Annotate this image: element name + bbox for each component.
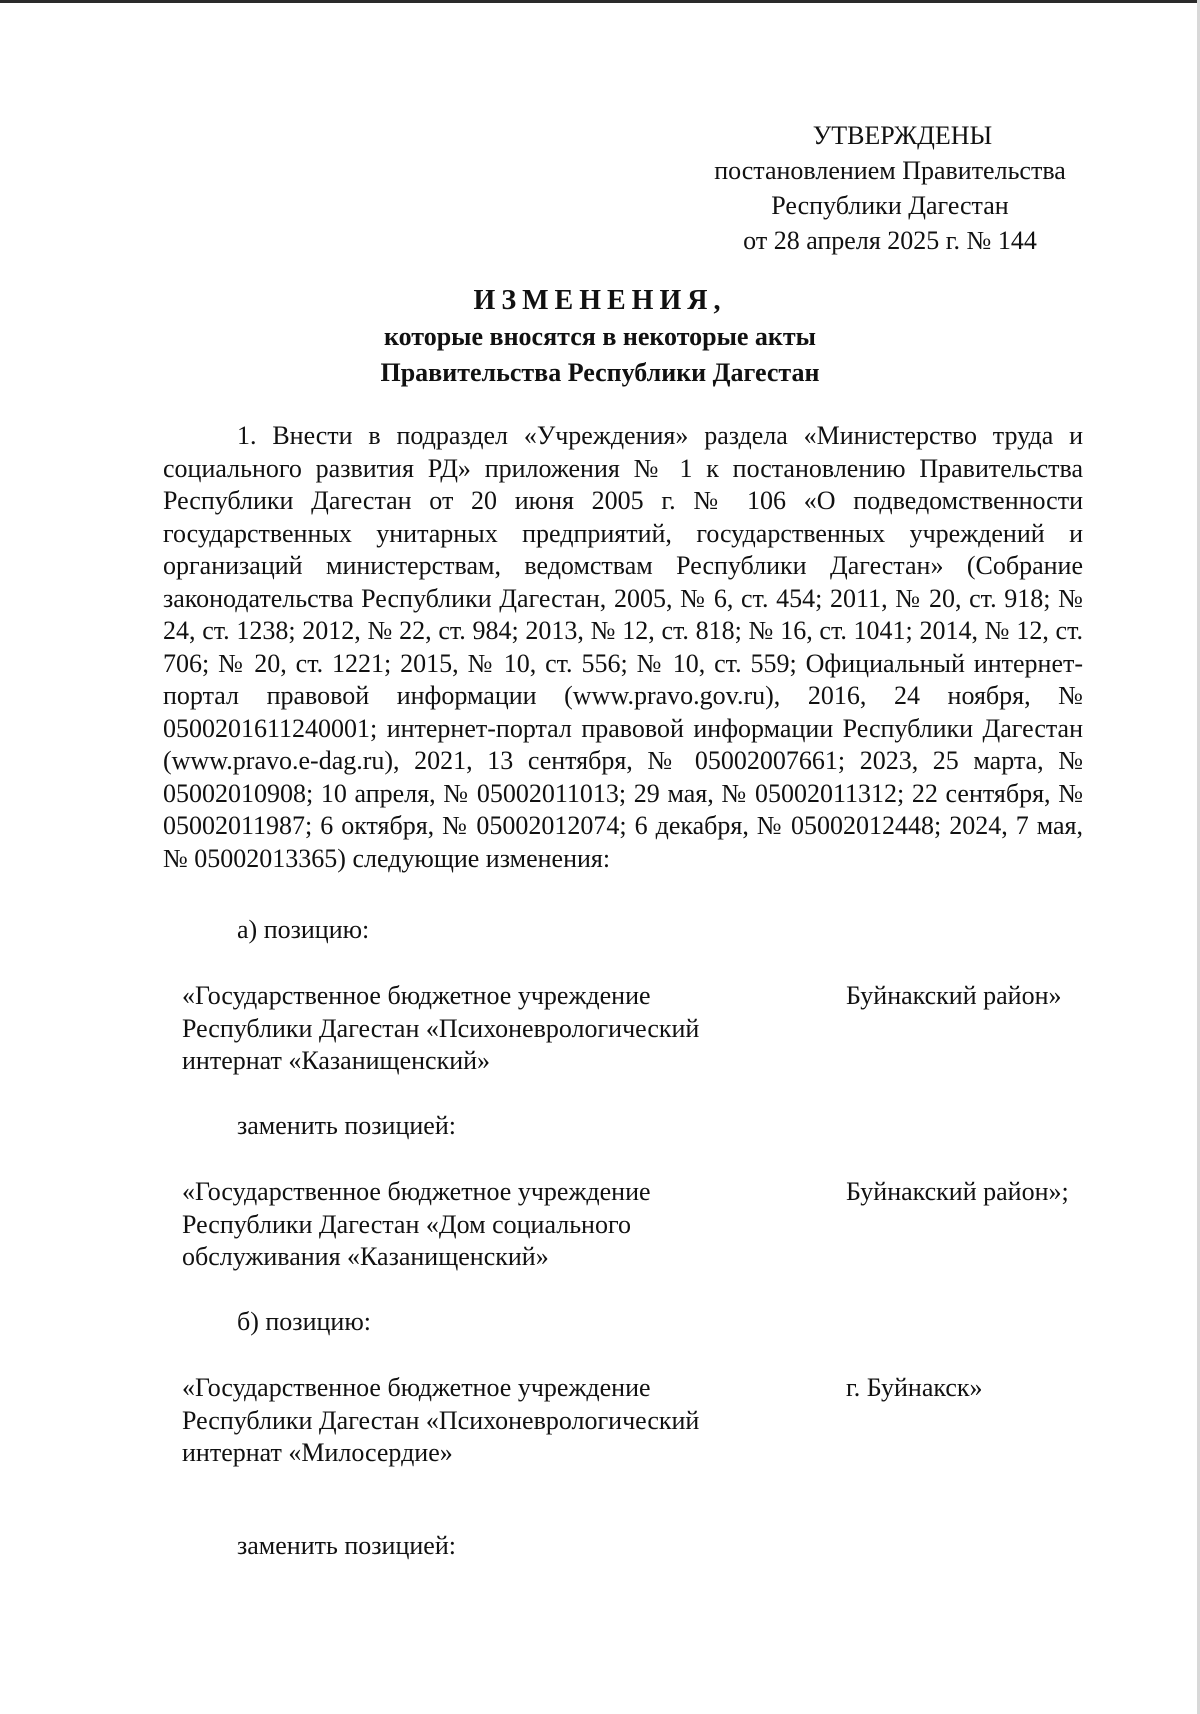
item-b-label: б) позицию: <box>237 1307 371 1336</box>
item-a-old-place: Буйнакский район» <box>846 981 1062 1010</box>
approval-heading: УТВЕРЖДЕНЫ <box>812 121 993 150</box>
title-subtitle-1: которые вносятся в некоторые акты <box>384 322 816 351</box>
replace-label-1: заменить позицией: <box>237 1111 456 1140</box>
item-a-label: а) позицию: <box>237 915 370 944</box>
approval-line-2: постановлением Правительства <box>714 156 1066 185</box>
approval-line-3: Республики Дагестан <box>771 191 1009 220</box>
scan-edge-top <box>0 0 1200 3</box>
item-a-new-name: «Государственное бюджетное учреждение Республики Дагестан «Дом социального обслуживания «Казанищенский» <box>182 1177 651 1271</box>
document-title <box>300 283 900 391</box>
replace-label-2: заменить позицией: <box>237 1531 456 1560</box>
main-paragraph-block <box>163 420 1083 875</box>
item-b-old-name: «Государственное бюджетное учреждение Республики Дагестан «Психоневрологический интернат «Милосердие» <box>182 1373 700 1467</box>
item-a-old-name: «Государственное бюджетное учреждение Республики Дагестан «Психоневрологический интернат «Казанищенский» <box>182 981 700 1075</box>
paragraph-1: 1. Внести в подраздел «Учреждения» раздела «Министерство труда и социального развития РД» приложения № 1 к постановлению Правительства Республики Дагестан от 20 июня 2005 г. № 106 «О подведомственности государственных унитарных предприятий, государственных учреждений и организаций министерствам, ведомствам Республики Дагестан» (Собрание законодательства Республики Дагестан, 2005, № 6, ст. 454; 2011, № 20, ст. 918; № 24, ст. 1238; 2012, № 22, ст. 984; 2013, № 12, ст. 818; № 16, ст. 1041; 2014, № 12, ст. 706; № 20, ст. 1221; 2015, № 10, ст. 556; № 10, ст. 559; Официальный интернет-портал правовой информации (www.pravo.gov.ru), 2016, 24 ноября, № 0500201611240001; интернет-портал правовой информации Республики Дагестан (www.pravo.e-dag.ru), 2021, 13 сентября, № 05002007661; 2023, 25 марта, № 05002010908; 10 апреля, № 05002011013; 29 мая, № 05002011312; 22 сентября, № 05002011987; 6 октября, № 05002012074; 6 декабря, № 05002012448; 2024, 7 мая, № 05002013365) следующие изменения: <box>163 421 1083 873</box>
approval-block <box>660 118 1120 258</box>
item-b-old-place: г. Буйнакск» <box>846 1373 983 1402</box>
title-main: ИЗМЕНЕНИЯ, <box>473 285 727 316</box>
title-subtitle-2: Правительства Республики Дагестан <box>380 358 820 387</box>
approval-date: от 28 апреля 2025 г. № 144 <box>743 226 1037 255</box>
item-a-new-place: Буйнакский район»; <box>846 1177 1069 1206</box>
